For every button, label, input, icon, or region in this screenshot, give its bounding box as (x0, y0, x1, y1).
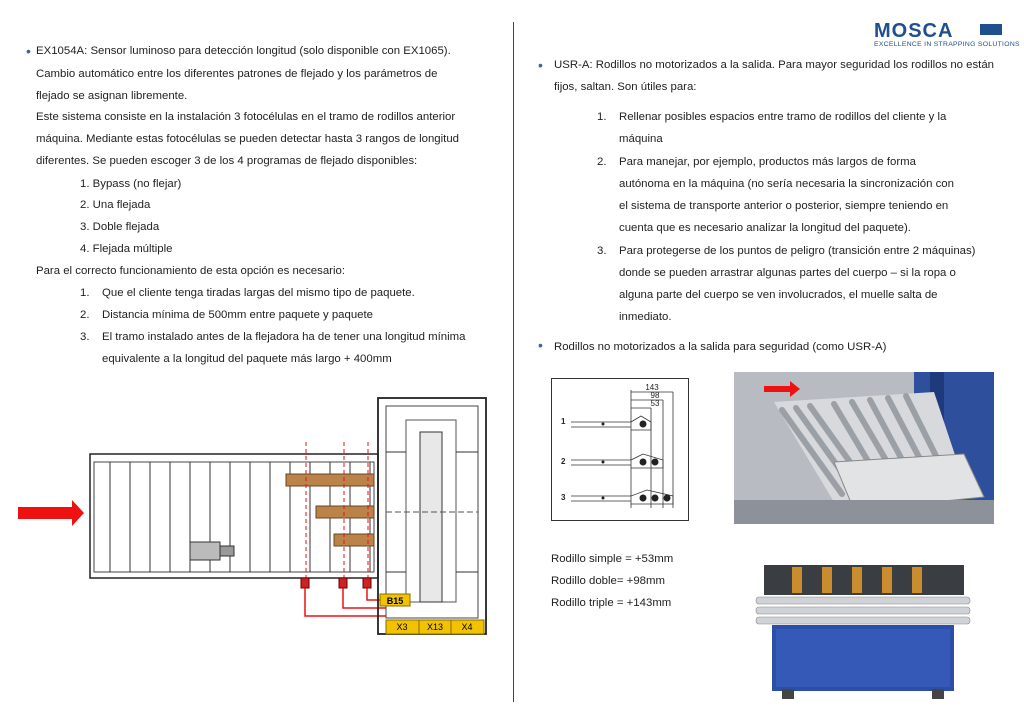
list-number: 2. (597, 156, 607, 168)
roller-dimension-diagram (551, 378, 689, 521)
paragraph-line: Cambio automático entre los diferentes patrones de flejado y los parámetros de (36, 68, 438, 80)
conveyor-diagram (14, 392, 494, 642)
list-number: 1. (80, 287, 90, 299)
roller-photo (734, 372, 994, 524)
bullet-icon: • (538, 337, 543, 353)
paragraph-line: diferentes. Se pueden escoger 3 de los 4 programas de flejado disponibles: (36, 155, 418, 167)
list-item: Rellenar posibles espacios entre tramo de rodillos del cliente y la (619, 111, 947, 123)
requirement-item: El tramo instalado antes de la flejadora ha de tener una longitud mínima (102, 331, 466, 343)
sensor-label-b15: B15 (386, 596, 404, 606)
paragraph-line: flejado se asignan libremente. (36, 90, 188, 102)
list-item: alguna parte del cuerpo se ven involucrados, el muelle salta de (619, 289, 938, 301)
brand-logo: MOSCA (874, 20, 954, 42)
list-number: 3. (80, 331, 90, 343)
dim-label: 143 (645, 383, 659, 392)
requirement-item: Distancia mínima de 500mm entre paquete y paquete (102, 309, 374, 321)
paragraph-line: Este sistema consiste en la instalación 3 fotocélulas en el tramo de rodillos anterior (36, 111, 456, 123)
list-item: Para manejar, por ejemplo, productos más largos de forma (619, 156, 916, 168)
machine-photo (752, 563, 974, 701)
list-number: 3. (597, 245, 607, 257)
paragraph-line: máquina. Mediante estas fotocélulas se pueden detectar hasta 3 rangos de longitud (36, 133, 460, 145)
roller-simple-label: Rodillo simple = +53mm (551, 553, 674, 565)
paragraph-line: USR-A: Rodillos no motorizados a la salida. Para mayor seguridad los rodillos no están (554, 59, 995, 71)
list-number: 2. (80, 309, 90, 321)
brand-tagline: EXCELLENCE IN STRAPPING SOLUTIONS (874, 41, 1020, 48)
list-item: el sistema de transporte anterior o posterior, siempre teniendo en (619, 200, 949, 212)
requirements-intro: Para el correcto funcionamiento de esta opción es necesario: (36, 265, 345, 277)
requirement-item: equivalente a la longitud del paquete más largo + 400mm (102, 353, 392, 365)
list-item: Para protegerse de los puntos de peligro (transición entre 2 máquinas) (619, 245, 976, 257)
list-item: inmediato. (619, 311, 672, 323)
column-divider (513, 22, 514, 702)
program-item: 4. Flejada múltiple (80, 243, 173, 255)
list-item: cuenta que es necesario analizar la longitud del paquete). (619, 222, 911, 234)
list-number: 1. (597, 111, 607, 123)
requirement-item: Que el cliente tenga tiradas largas del mismo tipo de paquete. (102, 287, 415, 299)
paragraph-line: fijos, saltan. Son útiles para: (554, 81, 697, 93)
dim-label: 53 (650, 399, 660, 408)
feed-arrow-icon (18, 500, 84, 526)
list-item: máquina (619, 133, 663, 145)
terminal-x4: X4 (461, 622, 473, 632)
brand-mark (980, 24, 1002, 35)
list-item: donde se pueden arrastrar algunas partes del cuerpo – si la ropa o (619, 267, 956, 279)
bullet-icon: • (26, 43, 31, 59)
roller-double-label: Rodillo doble= +98mm (551, 575, 665, 587)
row-label: 3 (561, 493, 566, 502)
paragraph-line: Rodillos no motorizados a la salida para seguridad (como USR-A) (554, 341, 887, 353)
roller-triple-label: Rodillo triple = +143mm (551, 597, 672, 609)
dim-label: 98 (650, 391, 660, 400)
program-item: 2. Una flejada (80, 199, 151, 211)
row-label: 1 (561, 417, 566, 426)
paragraph-line: EX1054A: Sensor luminoso para detección longitud (solo disponible con EX1065). (36, 45, 451, 57)
list-item: autónoma en la máquina (no sería necesaria la sincronización con (619, 178, 954, 190)
terminal-x13: X13 (426, 622, 444, 632)
row-label: 2 (561, 457, 566, 466)
program-item: 1. Bypass (no flejar) (80, 178, 182, 190)
program-item: 3. Doble flejada (80, 221, 160, 233)
bullet-icon: • (538, 57, 543, 73)
terminal-x3: X3 (396, 622, 408, 632)
